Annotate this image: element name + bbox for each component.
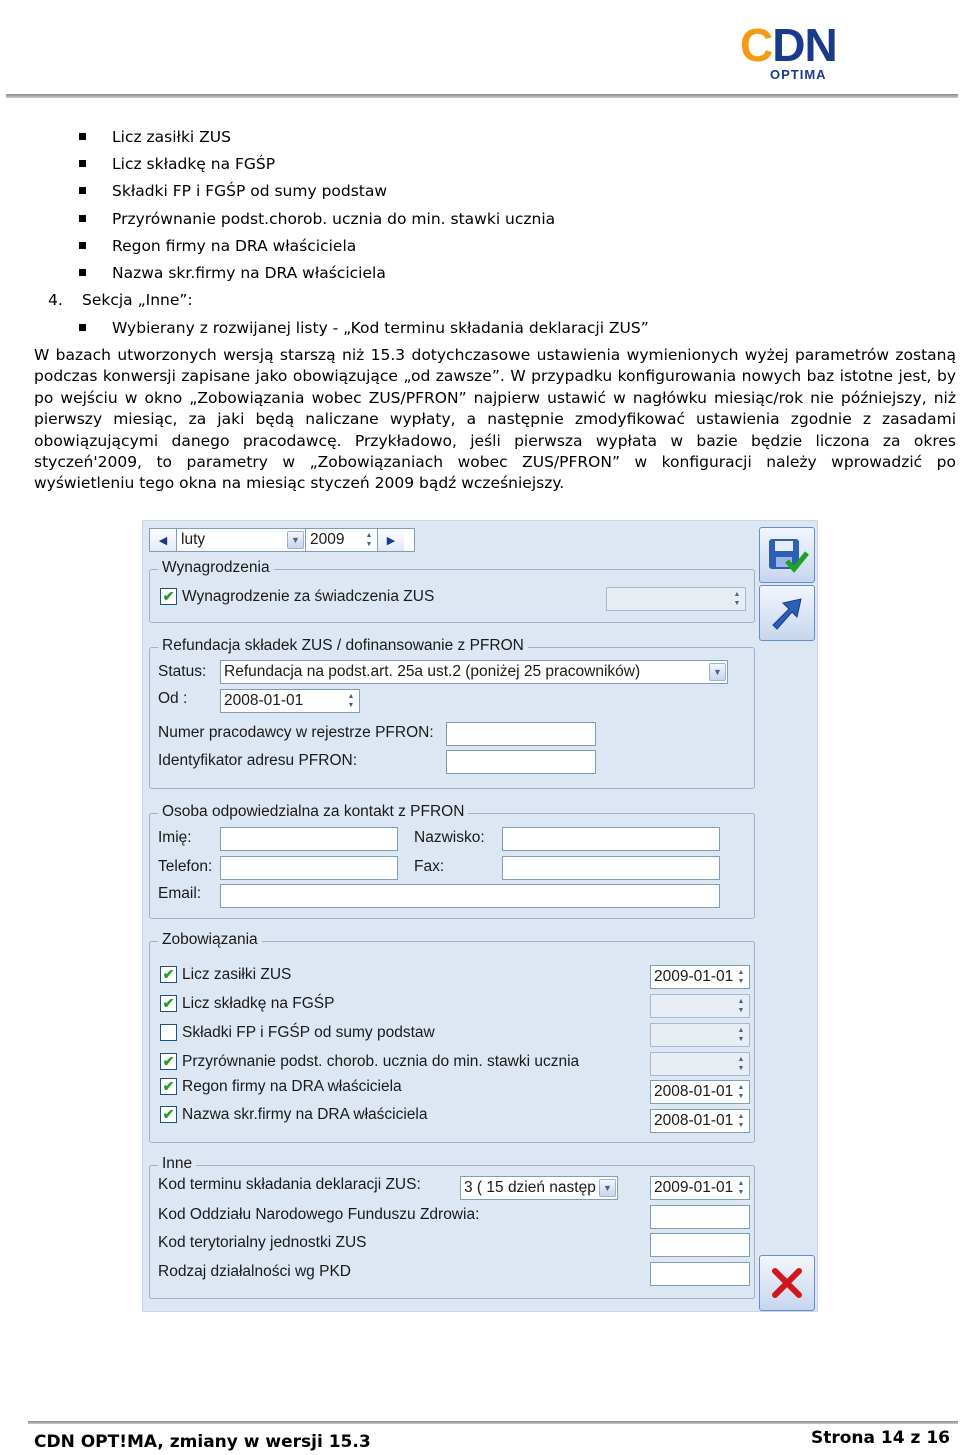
group-legend: Inne bbox=[158, 1155, 196, 1173]
group-osoba bbox=[149, 803, 755, 919]
bullet-item: Przyrównanie podst.chorob. ucznia do min. stawki ucznia bbox=[79, 209, 555, 229]
spin-icon: ▲ ▼ bbox=[737, 1056, 745, 1072]
undo-arrow-icon bbox=[765, 591, 809, 635]
nazwisko-label: Nazwisko: bbox=[414, 829, 485, 846]
od-label: Od : bbox=[158, 690, 188, 707]
checkbox-label: Wynagrodzenie za świadczenia ZUS bbox=[182, 588, 435, 605]
date-field[interactable]: 2008-01-01 ▲ ▼ bbox=[650, 1109, 750, 1133]
period-navigator bbox=[149, 528, 415, 552]
group-legend: Zobowiązania bbox=[158, 931, 262, 949]
status-select[interactable]: Refundacja na podst.art. 25a ust.2 (poniżej 25 pracowników) ▼ bbox=[220, 660, 728, 684]
group-wynagrodzenia bbox=[149, 559, 755, 623]
save-button[interactable] bbox=[759, 527, 815, 583]
identyfikator-input[interactable] bbox=[446, 750, 596, 774]
spin-icon: ▲ ▼ bbox=[737, 1084, 745, 1100]
chevron-down-icon: ▼ bbox=[709, 663, 726, 681]
date-field[interactable] bbox=[650, 994, 750, 1018]
rodzaj-pkd-label: Rodzaj działalności wg PKD bbox=[158, 1263, 351, 1280]
nazwisko-input[interactable] bbox=[502, 827, 720, 851]
next-month-button[interactable]: ▶ bbox=[378, 529, 404, 551]
checkbox-label: Nazwa skr.firmy na DRA właściciela bbox=[182, 1106, 428, 1123]
rodzaj-pkd-input[interactable] bbox=[650, 1262, 750, 1286]
nazwa-skr-checkbox[interactable]: ✔ bbox=[160, 1106, 177, 1123]
save-icon bbox=[765, 533, 809, 577]
date-field[interactable]: 2008-01-01 ▲ ▼ bbox=[650, 1080, 750, 1104]
kod-terminu-date[interactable]: 2009-01-01 ▲ ▼ bbox=[650, 1176, 750, 1200]
group-zobowiazania bbox=[149, 931, 755, 1143]
zobowiazania-dialog bbox=[142, 520, 818, 1312]
status-label: Status: bbox=[158, 663, 207, 680]
month-select[interactable]: luty ▼ bbox=[176, 529, 306, 551]
year-stepper[interactable]: 2009 ▲ ▼ bbox=[306, 529, 378, 551]
checkbox-label: Składki FP i FGŚP od sumy podstaw bbox=[182, 1024, 435, 1041]
close-icon bbox=[767, 1263, 807, 1303]
spin-icon: ▲ ▼ bbox=[737, 1180, 745, 1196]
spin-icon: ▲ ▼ bbox=[737, 1027, 745, 1043]
kod-terminu-label: Kod terminu składania deklaracji ZUS: bbox=[158, 1176, 421, 1193]
bullet-item: Licz zasiłki ZUS bbox=[79, 127, 231, 147]
telefon-input[interactable] bbox=[220, 856, 398, 880]
header-rule bbox=[6, 94, 958, 98]
cdn-optima-logo bbox=[740, 18, 860, 88]
bullet-item: Składki FP i FGŚP od sumy podstaw bbox=[79, 181, 387, 201]
email-label: Email: bbox=[158, 885, 202, 902]
prev-month-button[interactable]: ◀ bbox=[150, 529, 176, 551]
spin-icon: ▲ ▼ bbox=[737, 969, 745, 985]
checkbox-label: Licz składkę na FGŚP bbox=[182, 995, 335, 1012]
spin-icon: ▲ ▼ bbox=[737, 998, 745, 1014]
przyrownanie-checkbox[interactable]: ✔ bbox=[160, 1053, 177, 1070]
bullet-item: Wybierany z rozwijanej listy - „Kod terminu składania deklaracji ZUS” bbox=[79, 318, 649, 338]
chevron-down-icon: ▼ bbox=[599, 1179, 616, 1197]
cancel-button[interactable] bbox=[759, 1255, 815, 1311]
spin-icon: ▲ ▼ bbox=[733, 591, 741, 607]
licz-zasilki-checkbox[interactable]: ✔ bbox=[160, 966, 177, 983]
footer-title: CDN OPT!MA, zmiany w wersji 15.3 bbox=[34, 1432, 371, 1452]
bullet-item: Regon firmy na DRA właściciela bbox=[79, 236, 356, 256]
chevron-down-icon: ▼ bbox=[287, 531, 304, 549]
group-legend: Refundacja składek ZUS / dofinansowanie z PFRON bbox=[158, 637, 528, 655]
kod-teryt-input[interactable] bbox=[650, 1233, 750, 1257]
spin-icon: ▲ ▼ bbox=[347, 693, 355, 709]
kod-oddzialu-label: Kod Oddziału Narodowego Funduszu Zdrowia: bbox=[158, 1206, 480, 1223]
checkbox-label: Regon firmy na DRA właściciela bbox=[182, 1078, 402, 1095]
imie-label: Imię: bbox=[158, 829, 192, 846]
fax-input[interactable] bbox=[502, 856, 720, 880]
wynagrodzenie-checkbox[interactable]: ✔ bbox=[160, 588, 177, 605]
email-input[interactable] bbox=[220, 884, 720, 908]
page-number: Strona 14 z 16 bbox=[811, 1428, 950, 1448]
regon-checkbox[interactable]: ✔ bbox=[160, 1078, 177, 1095]
wynagrodzenie-date-field[interactable] bbox=[606, 587, 746, 611]
licz-fgsp-checkbox[interactable]: ✔ bbox=[160, 995, 177, 1012]
logo-text: CDN bbox=[740, 19, 837, 71]
numer-pfron-label: Numer pracodawcy w rejestrze PFRON: bbox=[158, 724, 434, 741]
section-heading: 4. Sekcja „Inne”: bbox=[48, 291, 193, 309]
group-legend: Wynagrodzenia bbox=[158, 559, 274, 577]
kod-terminu-select[interactable]: 3 ( 15 dzień następ ▼ bbox=[460, 1176, 618, 1200]
footer-rule bbox=[28, 1421, 958, 1424]
fax-label: Fax: bbox=[414, 858, 445, 875]
date-field[interactable] bbox=[650, 1023, 750, 1047]
spin-icon: ▲ ▼ bbox=[737, 1113, 745, 1129]
body-paragraph: W bazach utworzonych wersją starszą niż 15.3 dotychczasowe ustawienia wymienionych wyżej parametrów zostaną podczas konwersji zapisane jako obowiązujące „od zawsze”. W przypadku konfigurowania nowych baz istotne jest, by po wejściu w okno „Zobowiązania wobec ZUS/PFRON” najpierw ustawić w nagłówku miesiąc/rok nie późniejszy, niż pierwszy miesiąc, za jaki będą naliczane wypłaty, a następnie zmodyfikować ustawienia zgodnie z zasadami obowiązującymi danego pracodawcę. Przykładowo, jeśli pierwsza wypłata w bazie będzie liczona za okres styczeń'2009, to parametry w „Zobowiązaniach wobec ZUS/PFRON” w konfiguracji należy wprowadzić po wyświetleniu tego okna na miesiąc styczeń 2009 bądź wcześniejszy. bbox=[34, 346, 956, 493]
bullet-item: Nazwa skr.firmy na DRA właściciela bbox=[79, 263, 386, 283]
group-legend: Osoba odpowiedzialna za kontakt z PFRON bbox=[158, 803, 468, 821]
kod-oddzialu-input[interactable] bbox=[650, 1205, 750, 1229]
checkbox-label: Licz zasiłki ZUS bbox=[182, 966, 292, 983]
undo-button[interactable] bbox=[759, 585, 815, 641]
numer-pfron-input[interactable] bbox=[446, 722, 596, 746]
od-date-field[interactable]: 2008-01-01 ▲ ▼ bbox=[220, 689, 360, 713]
kod-teryt-label: Kod terytorialny jednostki ZUS bbox=[158, 1234, 367, 1251]
group-refundacja bbox=[149, 637, 755, 789]
date-field[interactable]: 2009-01-01 ▲ ▼ bbox=[650, 965, 750, 989]
logo-subtitle: OPTIMA bbox=[770, 67, 827, 82]
spin-icon: ▲ ▼ bbox=[365, 532, 373, 548]
skladki-fp-checkbox[interactable] bbox=[160, 1024, 177, 1041]
telefon-label: Telefon: bbox=[158, 858, 213, 875]
bullet-item: Licz składkę na FGŚP bbox=[79, 154, 275, 174]
checkbox-label: Przyrównanie podst. chorob. ucznia do min. stawki ucznia bbox=[182, 1053, 580, 1070]
group-inne bbox=[149, 1155, 755, 1299]
identyfikator-label: Identyfikator adresu PFRON: bbox=[158, 752, 357, 769]
date-field[interactable] bbox=[650, 1052, 750, 1076]
imie-input[interactable] bbox=[220, 827, 398, 851]
